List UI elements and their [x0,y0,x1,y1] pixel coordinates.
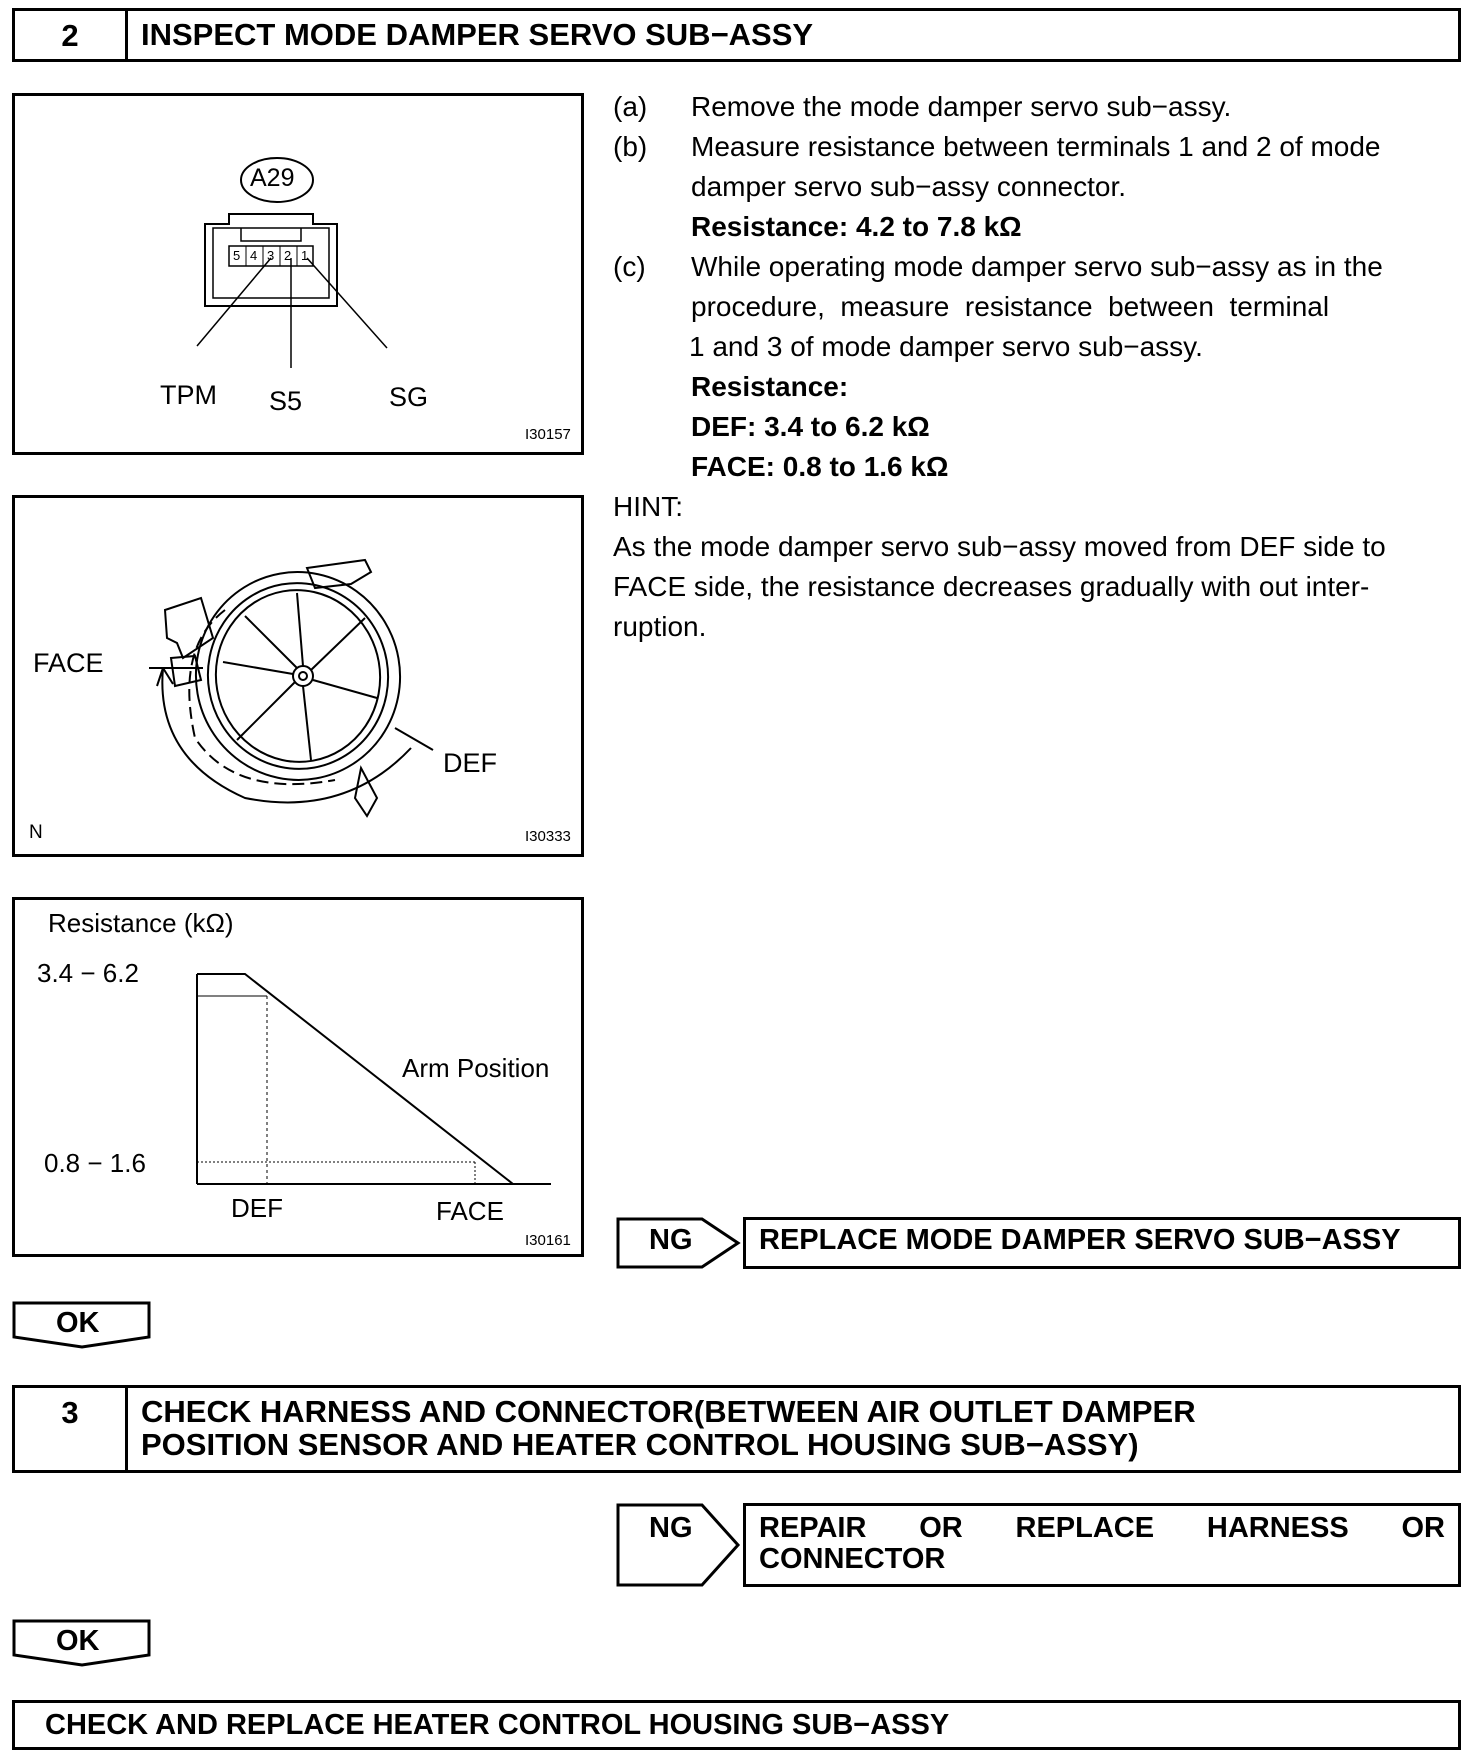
step-title-line: POSITION SENSOR AND HEATER CONTROL HOUSING SUB−ASSY) [141,1427,1139,1462]
step-text: While operating mode damper servo sub−assy as in the [691,251,1383,282]
pin-1-label: 1 [301,248,309,263]
step-title [128,1388,1196,1470]
tpm-label: TPM [160,380,217,410]
instruction-b [613,127,1463,247]
instruction-c [613,247,1463,487]
step-mark: (b) [613,131,648,162]
resistance-chart [12,897,584,1257]
sg-label: SG [389,382,429,412]
ng-action-box [743,1503,1461,1587]
connector-code: A29 [250,164,295,192]
hint-label: HINT: [613,491,683,522]
servo-figure [12,495,584,857]
step-number: 2 [15,11,128,59]
figure-id: I30161 [525,1232,571,1249]
step-3-header [12,1385,1461,1473]
figure-id: I30157 [525,426,571,443]
step-text-cont: 1 and 3 of mode damper servo sub−assy. [689,331,1203,362]
resistance-spec-head: Resistance: [691,371,849,402]
ng-action-word: OR [919,1512,963,1544]
resistance-spec-face: FACE: 0.8 to 1.6 kΩ [691,451,949,482]
y-axis-label: Resistance (kΩ) [48,908,234,938]
x-tick-def: DEF [231,1193,283,1223]
ok-label: OK [56,1625,100,1657]
step-mark: (c) [613,251,646,282]
y-tick-high: 3.4 − 6.2 [37,958,139,988]
final-action-box [12,1700,1461,1750]
step-mark: (a) [613,91,648,122]
ng-action-word: REPAIR [759,1512,867,1544]
hint-text: As the mode damper servo sub−assy moved from DEF side to [613,531,1386,562]
step-text-cont: damper servo sub−assy connector. [691,171,1127,202]
instruction-a [613,87,1463,127]
annotation-arm-position: Arm Position [402,1053,550,1083]
resistance-spec: Resistance: 4.2 to 7.8 kΩ [691,211,1022,242]
ng-action-box [743,1217,1461,1269]
step-text: Remove the mode damper servo sub−assy. [691,91,1232,122]
corner-label: N [29,822,43,843]
step-title: INSPECT MODE DAMPER SERVO SUB−ASSY [141,17,814,52]
face-label: FACE [33,648,104,678]
ng-action-text: REPLACE MODE DAMPER SERVO SUB−ASSY [759,1224,1401,1256]
hint-text: ruption. [613,611,707,642]
ng-action-word: OR [1401,1512,1445,1544]
y-tick-low: 0.8 − 1.6 [44,1148,146,1178]
pin-5-label: 5 [233,248,241,263]
figure-id: I30333 [525,828,571,845]
step-title-line: CHECK HARNESS AND CONNECTOR(BETWEEN AIR OUTLET DAMPER [141,1394,1196,1429]
s5-label: S5 [269,386,303,416]
pin-3-label: 3 [267,248,275,263]
final-action-text: CHECK AND REPLACE HEATER CONTROL HOUSING SUB−ASSY [45,1709,950,1741]
ng-action-word: REPLACE [1015,1512,1155,1544]
def-label: DEF [443,748,497,778]
ng-tag-label: NG [649,1224,693,1256]
ng-tag-label: NG [649,1512,693,1544]
step-text-cont: procedure, measure resistance between terminal [691,291,1330,322]
connector-figure [12,93,584,455]
step-number: 3 [15,1388,128,1470]
step-2-header [12,8,1461,62]
hint [613,487,1463,647]
pin-2-label: 2 [284,248,292,263]
ok-label: OK [56,1307,100,1339]
x-tick-face: FACE [436,1196,504,1226]
ng-action-line [759,1512,1445,1545]
step-text: Measure resistance between terminals 1 and 2 of mode [691,131,1381,162]
pin-4-label: 4 [250,248,258,263]
hint-text: FACE side, the resistance decreases gradually with out inter- [613,571,1370,602]
resistance-spec-def: DEF: 3.4 to 6.2 kΩ [691,411,930,442]
ng-action-word: HARNESS [1206,1512,1349,1544]
ng-action-line-2: CONNECTOR [759,1543,946,1575]
